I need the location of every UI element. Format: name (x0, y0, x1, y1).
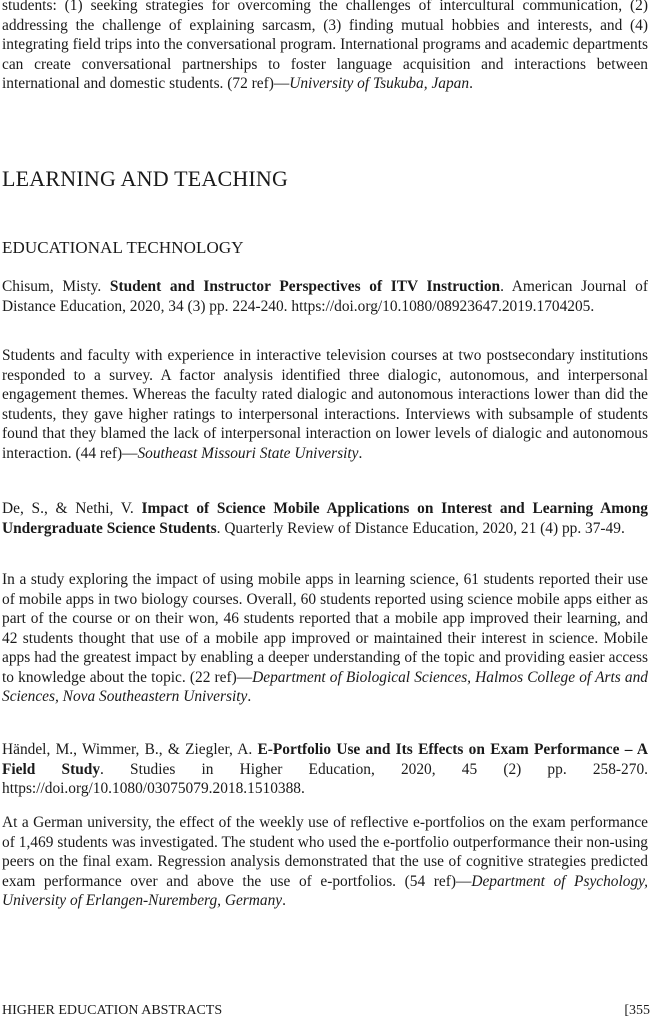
entry-citation: . Quarterly Review of Distance Education, 2020, 21 (4) pp. 37-49. (216, 519, 625, 537)
citation-entry-2 (2, 499, 648, 538)
intro-affiliation: University of Tsukuba, Japan (289, 75, 470, 92)
intro-abstract-text: students: (1) seeking strategies for overcoming the challenges of intercultural communication, (2) addressing the challenge of explaining sarcasm, (3) finding mutual hobbies and interests, and (4) integrating field trips into the conversational program. International programs and academic departments can create conversational partnerships to foster language acquisition and interactions between international and domestic students. (72 ref)— (2, 0, 648, 92)
abstract-period: . (247, 688, 252, 705)
abstract-text: In a study exploring the impact of using mobile apps in learning science, 61 students reported their use of mobile apps in two biology courses. Overall, 60 students reported using science mobile apps either as part of the course or on their won, 46 students reported that a mobile app improved their learning, and 42 students thought that use of a mobile app improved or maintained their interest in science. Mobile apps had the greatest impact by enabling a deeper understanding of the topic and providing easier access to knowledge about the topic. (22 ref)— (2, 571, 648, 686)
abstract-affiliation: Southeast Missouri State University (137, 444, 359, 462)
entry-authors: Chisum, Misty. (2, 278, 110, 295)
intro-period: . (469, 75, 473, 92)
citation-entry-1 (2, 277, 648, 316)
abstract-entry-2 (2, 570, 648, 707)
entry-title: Impact of Science Mobile Applications on Interest and Learning Among Undergraduate Science Students (2, 500, 648, 537)
abstract-text: At a German university, the effect of the weekly use of reflective e-portfolios on the exam performance of 1,469 students was investigated. The student who used the e-portfolio outperformance their non-using peers on the final exam. Regression analysis demonstrated that the use of cognitive strategies predicted exam performance over and above the use of e-portfolios. (54 ref)— (2, 814, 648, 890)
page-number: [355 (624, 1003, 650, 1018)
page-footer (2, 1002, 650, 1020)
journal-name: HIGHER EDUCATION ABSTRACTS (2, 1003, 223, 1018)
abstract-affiliation: Department of Biological Sciences, Halmos College of Arts and Sciences, Nova Southeastern University (2, 668, 648, 705)
citation-entry-3 (2, 740, 648, 799)
entry-citation: . American Journal of Distance Education, 2020, 34 (3) pp. 224-240. https://doi.org/10.1080/08923647.2019.1704205. (2, 278, 648, 315)
entry-title: E-Portfolio Use and Its Effects on Exam Performance – A Field Study (2, 741, 648, 778)
abstract-entry-1 (2, 346, 648, 463)
abstract-period: . (358, 444, 363, 462)
subsection-title: EDUCATIONAL TECHNOLOGY (2, 238, 244, 257)
section-title: LEARNING AND TEACHING (2, 166, 289, 191)
entry-citation: . Studies in Higher Education, 2020, 45 (2) pp. 258-270. https://doi.org/10.1080/03075079.2018.1510388. (2, 760, 648, 797)
abstract-period: . (282, 892, 286, 909)
abstract-text: Students and faculty with experience in interactive television courses at two postsecondary institutions responded to a survey. A factor analysis identified three dialogic, autonomous, and interpersonal engagement themes. Whereas the faculty rated dialogic and autonomous interactions lower than did the students, they gave higher ratings to interpersonal interactions. Interviews with subsample of students found that they blamed the lack of interpersonal interaction on lower levels of dialogic and autonomous interaction. (44 ref)— (2, 347, 648, 462)
intro-abstract (2, 0, 648, 94)
entry-title: Student and Instructor Perspectives of ITV Instruction (109, 278, 501, 295)
entry-authors: De, S., & Nethi, V. (2, 500, 142, 517)
entry-authors: Händel, M., Wimmer, B., & Ziegler, A. (2, 741, 258, 758)
abstract-affiliation: Department of Psychology, University of Erlangen-Nuremberg, Germany (2, 872, 648, 909)
abstract-entry-3 (2, 813, 648, 911)
